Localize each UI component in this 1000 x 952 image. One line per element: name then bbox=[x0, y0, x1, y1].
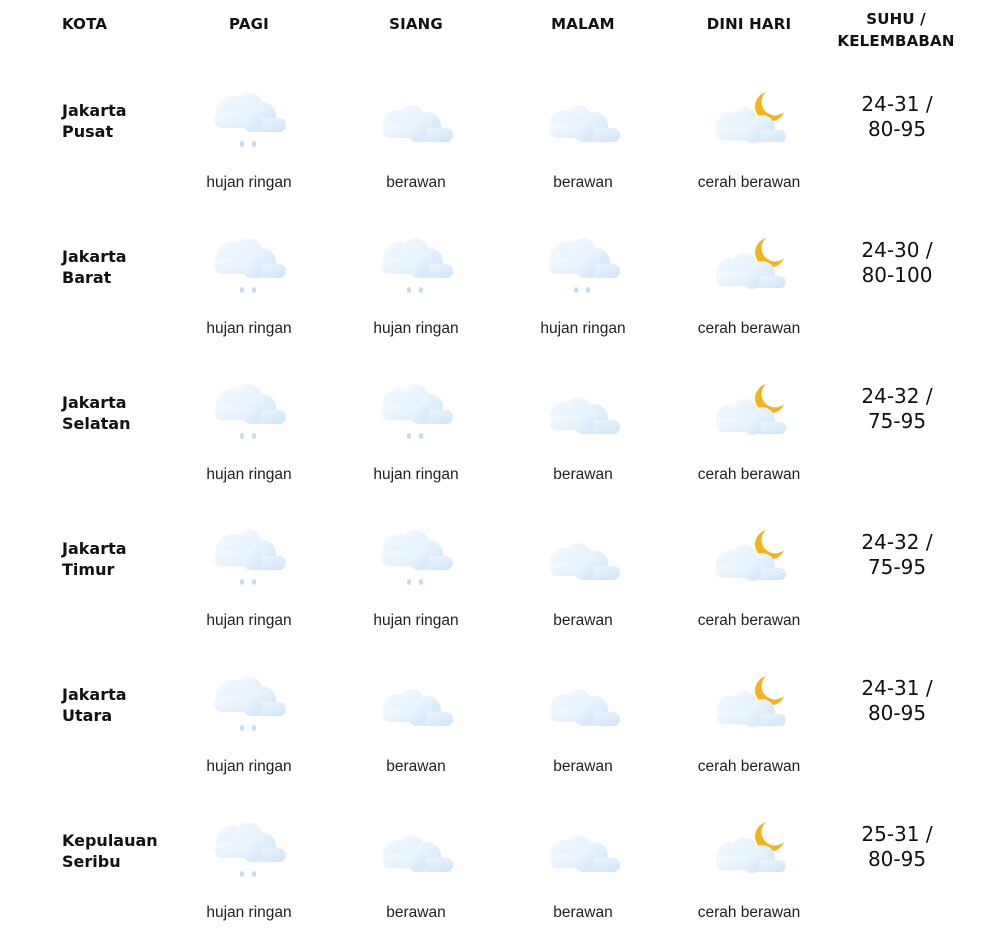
cloud-icon bbox=[540, 90, 626, 152]
weather-description: hujan ringan bbox=[206, 174, 292, 191]
weather-description: hujan ringan bbox=[373, 466, 459, 483]
light-rain-cloud-icon bbox=[373, 236, 459, 298]
weather-description: hujan ringan bbox=[373, 320, 459, 337]
forecast-cell-dini-hari bbox=[666, 514, 832, 660]
header-suhu-kelembaban: SUHU / KELEMBABAN bbox=[837, 10, 955, 50]
light-rain-cloud-icon bbox=[206, 382, 292, 444]
moon-cloud-icon bbox=[706, 820, 792, 882]
temperature-humidity bbox=[826, 676, 968, 726]
weather-description: cerah berawan bbox=[697, 612, 801, 629]
forecast-cell-malam bbox=[500, 514, 666, 660]
light-rain-cloud-icon bbox=[206, 90, 292, 152]
temperature-range: 24-31 / bbox=[861, 676, 933, 700]
weather-description: hujan ringan bbox=[540, 320, 626, 337]
forecast-cell-pagi bbox=[166, 806, 332, 952]
moon-cloud-icon bbox=[706, 528, 792, 590]
forecast-cell-siang bbox=[333, 806, 499, 952]
weather-description: hujan ringan bbox=[373, 612, 459, 629]
forecast-cell-siang bbox=[333, 76, 499, 222]
forecast-cell-siang bbox=[333, 660, 499, 806]
temperature-range: 24-32 / bbox=[861, 384, 933, 408]
table-row bbox=[0, 660, 1000, 806]
forecast-cell-dini-hari bbox=[666, 806, 832, 952]
weather-description: cerah berawan bbox=[697, 758, 801, 775]
humidity-range: 75-95 bbox=[867, 555, 927, 579]
forecast-cell-dini-hari bbox=[666, 76, 832, 222]
weather-description: cerah berawan bbox=[697, 466, 801, 483]
weather-description: berawan bbox=[553, 466, 613, 483]
header-malam: MALAM bbox=[551, 15, 615, 33]
forecast-cell-dini-hari bbox=[666, 222, 832, 368]
weather-description: berawan bbox=[386, 904, 446, 921]
weather-description: berawan bbox=[553, 612, 613, 629]
forecast-cell-pagi bbox=[166, 222, 332, 368]
humidity-range: 80-95 bbox=[867, 117, 927, 141]
cloud-icon bbox=[540, 528, 626, 590]
city-name: Jakarta Selatan bbox=[62, 393, 131, 433]
humidity-range: 80-95 bbox=[867, 847, 927, 871]
temperature-humidity bbox=[826, 822, 968, 872]
temperature-humidity bbox=[826, 238, 968, 288]
weather-description: berawan bbox=[553, 904, 613, 921]
humidity-range: 80-95 bbox=[867, 701, 927, 725]
light-rain-cloud-icon bbox=[540, 236, 626, 298]
city-name: Jakarta Utara bbox=[62, 685, 127, 725]
humidity-range: 75-95 bbox=[867, 409, 927, 433]
city-name: Jakarta Timur bbox=[62, 539, 127, 579]
weather-description: berawan bbox=[553, 174, 613, 191]
light-rain-cloud-icon bbox=[206, 674, 292, 736]
header-kota: KOTA bbox=[62, 15, 108, 33]
forecast-cell-dini-hari bbox=[666, 368, 832, 514]
cloud-icon bbox=[540, 382, 626, 444]
weather-description: hujan ringan bbox=[206, 612, 292, 629]
forecast-cell-siang bbox=[333, 222, 499, 368]
temperature-humidity bbox=[826, 384, 968, 434]
light-rain-cloud-icon bbox=[373, 382, 459, 444]
weather-description: berawan bbox=[386, 758, 446, 775]
weather-description: hujan ringan bbox=[206, 758, 292, 775]
forecast-cell-siang bbox=[333, 514, 499, 660]
city-name: Kepulauan Seribu bbox=[62, 831, 158, 871]
table-row bbox=[0, 514, 1000, 660]
city-name: Jakarta Barat bbox=[62, 247, 127, 287]
table-header bbox=[0, 0, 1000, 70]
cloud-icon bbox=[373, 820, 459, 882]
temperature-humidity bbox=[826, 530, 968, 580]
moon-cloud-icon bbox=[706, 382, 792, 444]
light-rain-cloud-icon bbox=[206, 236, 292, 298]
forecast-cell-pagi bbox=[166, 514, 332, 660]
humidity-range: 80-100 bbox=[861, 263, 933, 287]
header-pagi: PAGI bbox=[229, 15, 269, 33]
forecast-cell-pagi bbox=[166, 368, 332, 514]
weather-description: hujan ringan bbox=[206, 904, 292, 921]
forecast-cell-dini-hari bbox=[666, 660, 832, 806]
table-row bbox=[0, 222, 1000, 368]
moon-cloud-icon bbox=[706, 90, 792, 152]
city-name: Jakarta Pusat bbox=[62, 101, 127, 141]
forecast-cell-malam bbox=[500, 806, 666, 952]
header-siang: SIANG bbox=[389, 15, 443, 33]
forecast-cell-malam bbox=[500, 76, 666, 222]
moon-cloud-icon bbox=[706, 674, 792, 736]
forecast-cell-pagi bbox=[166, 660, 332, 806]
cloud-icon bbox=[540, 820, 626, 882]
weather-description: cerah berawan bbox=[697, 174, 801, 191]
temperature-range: 24-31 / bbox=[861, 92, 933, 116]
weather-description: cerah berawan bbox=[697, 320, 801, 337]
table-row bbox=[0, 76, 1000, 222]
light-rain-cloud-icon bbox=[373, 528, 459, 590]
weather-description: berawan bbox=[553, 758, 613, 775]
temperature-humidity bbox=[826, 92, 968, 142]
forecast-cell-malam bbox=[500, 660, 666, 806]
table-row bbox=[0, 806, 1000, 952]
light-rain-cloud-icon bbox=[206, 820, 292, 882]
moon-cloud-icon bbox=[706, 236, 792, 298]
weather-description: berawan bbox=[386, 174, 446, 191]
temperature-range: 24-30 / bbox=[861, 238, 933, 262]
cloud-icon bbox=[373, 90, 459, 152]
forecast-cell-pagi bbox=[166, 76, 332, 222]
weather-description: cerah berawan bbox=[697, 904, 801, 921]
weather-description: hujan ringan bbox=[206, 320, 292, 337]
cloud-icon bbox=[540, 674, 626, 736]
light-rain-cloud-icon bbox=[206, 528, 292, 590]
cloud-icon bbox=[373, 674, 459, 736]
weather-description: hujan ringan bbox=[206, 466, 292, 483]
forecast-cell-malam bbox=[500, 368, 666, 514]
table-row bbox=[0, 368, 1000, 514]
forecast-cell-malam bbox=[500, 222, 666, 368]
forecast-cell-siang bbox=[333, 368, 499, 514]
temperature-range: 25-31 / bbox=[861, 822, 933, 846]
header-dini-hari: DINI HARI bbox=[706, 15, 792, 33]
temperature-range: 24-32 / bbox=[861, 530, 933, 554]
